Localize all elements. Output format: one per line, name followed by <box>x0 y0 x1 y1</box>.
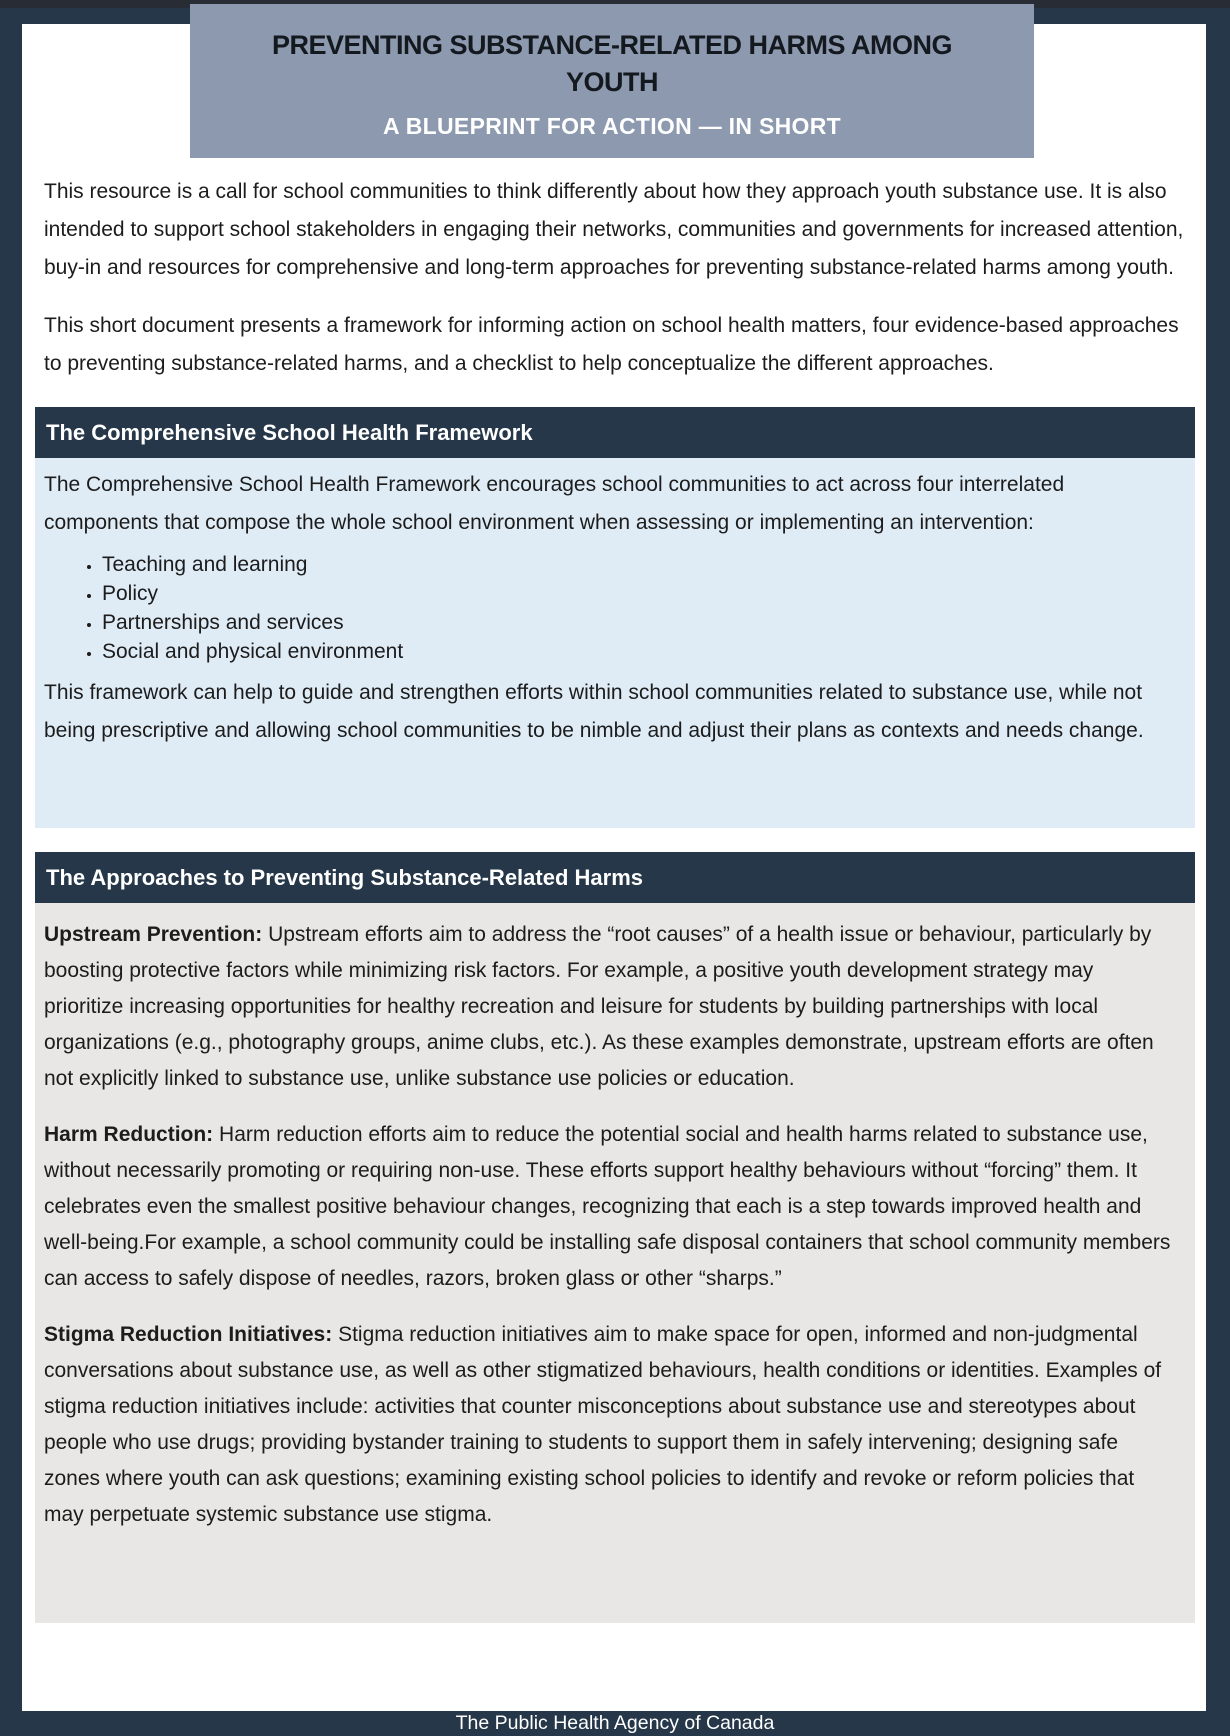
framework-components-list <box>44 550 1171 666</box>
list-item: • Policy <box>102 579 1171 608</box>
approach-label: Stigma Reduction Initiatives: <box>44 1323 333 1346</box>
title-banner <box>190 4 1034 158</box>
document-subtitle: A BLUEPRINT FOR ACTION — IN SHORT <box>383 113 841 139</box>
footer-text: The Public Health Agency of Canada <box>455 1712 775 1734</box>
section-approaches-body <box>35 903 1195 1623</box>
intro-paragraph-1: This resource is a call for school communities to think differently about how they approach youth substance use. It is also intended to support school stakeholders in engaging their networks, communities and governments for increased attention, buy-in and resources for comprehensive and long-term approaches for preventing substance-related harms among youth. <box>44 180 1184 279</box>
approach-paragraph-stigma-reduction <box>44 1317 1171 1533</box>
approach-text: Harm reduction efforts aim to reduce the potential social and health harms related to substance use, without necessarily promoting or requiring non-use. These efforts support healthy behaviours without “forcing” them. It celebrates even the smallest positive behaviour changes, recognizing that each is a step towards improved health and well-being.For example, a school community could be installing safe disposal containers that school community members can access to safely dispose of needles, razors, broken glass or other “sharps.” <box>44 1123 1171 1290</box>
approach-paragraph-harm-reduction <box>44 1117 1171 1297</box>
document-title: PREVENTING SUBSTANCE-RELATED HARMS AMONG YOUTH <box>271 30 952 97</box>
section-heading-framework: The Comprehensive School Health Framework <box>35 407 1195 458</box>
approach-label: Harm Reduction: <box>44 1123 214 1146</box>
section-framework-body <box>35 458 1195 828</box>
list-item: • Social and physical environment <box>102 637 1171 666</box>
list-item: • Teaching and learning <box>102 550 1171 579</box>
approach-text: Stigma reduction initiatives aim to make space for open, informed and non-judgmental conversations about substance use, as well as other stigmatized behaviours, health conditions or identities. Examples of stigma reduction initiatives include: activities that counter misconceptions about substance use and stereotypes about people who use drugs; providing bystander training to students to support them in safely intervening; designing safe zones where youth can ask questions; examining existing school policies to identify and revoke or reform policies that may perpetuate systemic substance use stigma. <box>44 1323 1162 1526</box>
page-content <box>22 24 1206 1712</box>
approach-label: Upstream Prevention: <box>44 923 263 946</box>
footer-bar <box>0 1711 1230 1736</box>
list-item: • Partnerships and services <box>102 608 1171 637</box>
approach-paragraph-upstream <box>44 917 1171 1097</box>
framework-closing-paragraph: This framework can help to guide and strengthen efforts within school communities related to substance use, while not being prescriptive and allowing school communities to be nimble and adjust their plans as contexts and needs change. <box>44 681 1144 742</box>
intro-paragraph-2: This short document presents a framework for informing action on school health matters, four evidence-based approaches to preventing substance-related harms, and a checklist to help conceptualize the different approaches. <box>44 314 1179 375</box>
approach-text: Upstream efforts aim to address the “root causes” of a health issue or behaviour, particularly by boosting protective factors while minimizing risk factors. For example, a positive youth development strategy may prioritize increasing opportunities for healthy recreation and leisure for students by building partnerships with local organizations (e.g., photography groups, anime clubs, etc.). As these examples demonstrate, upstream efforts are often not explicitly linked to substance use, unlike substance use policies or education. <box>44 923 1154 1090</box>
section-heading-approaches: The Approaches to Preventing Substance-Related Harms <box>35 852 1195 903</box>
framework-lead-paragraph: The Comprehensive School Health Framework encourages school communities to act across four interrelated components that compose the whole school environment when assessing or implementing an intervention: <box>44 473 1065 534</box>
